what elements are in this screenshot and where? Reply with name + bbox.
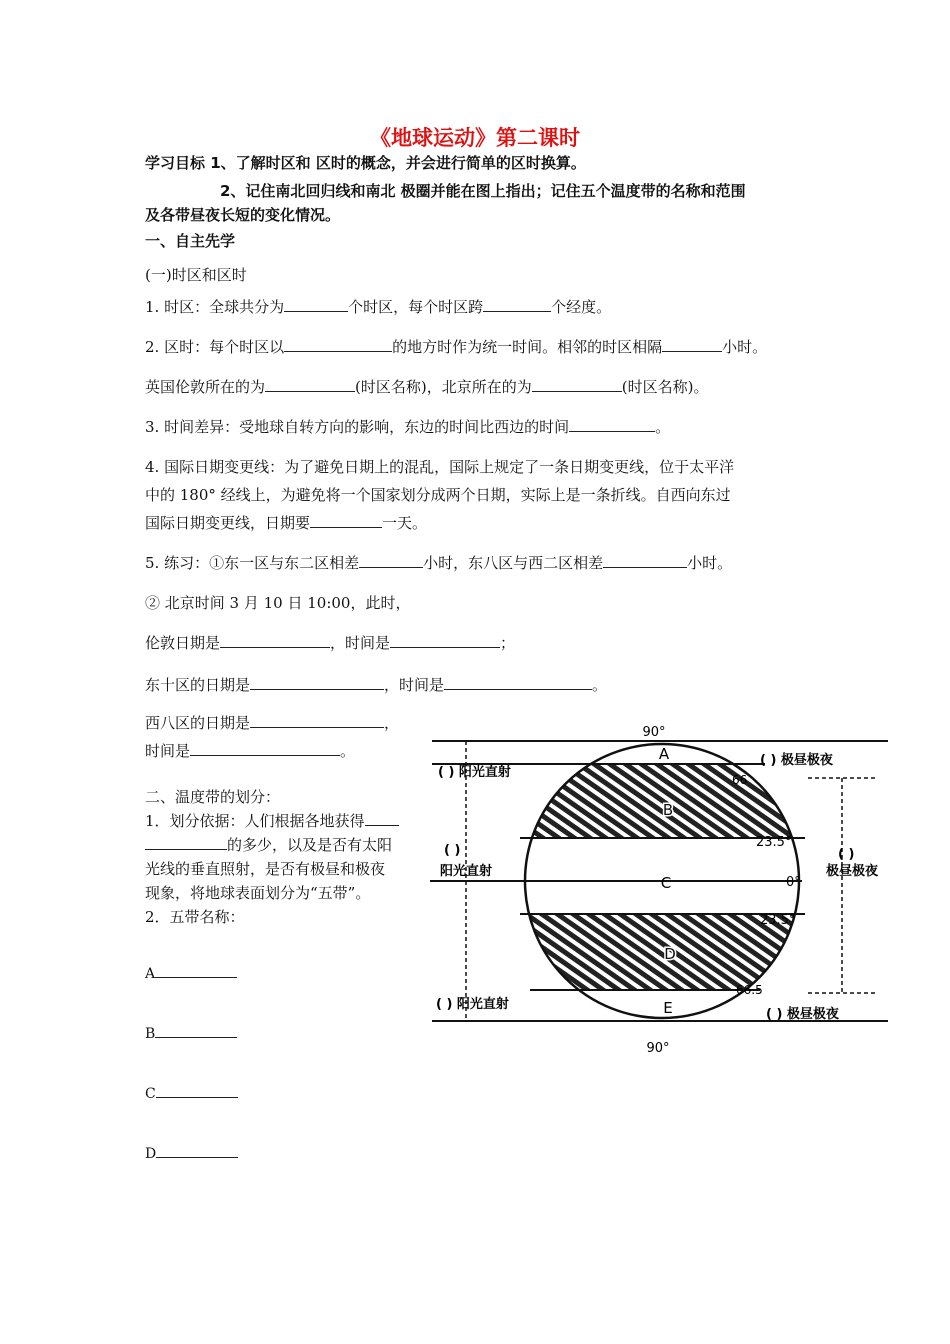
section-heading-1: 一、自主先学 [145, 232, 236, 250]
zone-answer-b: B [145, 1022, 237, 1042]
question-2b: 英国伦敦所在的为 (时区名称)，北京所在的为 (时区名称)。 [145, 378, 709, 396]
question-4-line-3: 国际日期变更线，日期要 一天。 [145, 514, 428, 532]
question-4-line-1: 4. 国际日期变更线：为了避免日期上的混乱，国际上规定了一条日期变更线，位于太平洋 [145, 458, 735, 476]
right-label-mid-text: 极昼极夜 [826, 864, 879, 879]
right-label-bottom: ( ) 极昼极夜 [766, 1007, 839, 1022]
question-4-line-2: 中的 180° 经线上，为避免将一个国家划分成两个日期，实际上是一条折线。自西向东过 [145, 486, 731, 504]
question-1: 1. 时区：全球共分为 个时区，每个时区跨 个经度。 [145, 298, 612, 316]
blank-field[interactable] [190, 740, 340, 756]
blank-field[interactable] [250, 674, 384, 690]
blank-field[interactable] [155, 962, 237, 978]
label-66-north: 66 [732, 773, 748, 787]
label-23-south: 23.5° [760, 913, 796, 928]
label-equator: 0° [786, 875, 801, 890]
section-heading-2: 二、温度带的划分： [145, 788, 281, 806]
label-23-north: 23.5° [756, 835, 792, 850]
blank-field[interactable] [603, 552, 687, 568]
blank-field[interactable] [145, 834, 227, 850]
label-66-south: 66.5 [736, 983, 763, 997]
east10-line: 东十区的日期是 ，时间是 。 [145, 676, 608, 694]
blank-field[interactable] [569, 416, 655, 432]
blank-field[interactable] [390, 632, 500, 648]
blank-field[interactable] [250, 712, 384, 728]
objective-line-1: 学习目标 1、了解时区和 区时的概念，并会进行简单的区时换算。 [145, 154, 586, 172]
basis-line-2: 的多少，以及是否有太阳 [145, 834, 392, 855]
temperature-zones-diagram [430, 718, 892, 1058]
question-3: 3. 时间差异：受地球自转方向的影响，东边的时间比西边的时间 。 [145, 418, 671, 436]
blank-field[interactable] [310, 512, 382, 528]
left-label-mid-text: 阳光直射 [440, 864, 493, 879]
question-2: 2. 区时：每个时区以 的地方时作为统一时间。相邻的时区相隔 小时。 [145, 338, 768, 356]
objective-line-2: 2、记住南北回归线和南北 极圈并能在图上指出；记住五个温度带的名称和范围 [220, 182, 746, 200]
blank-field[interactable] [155, 1022, 237, 1038]
right-label-top: ( ) 极昼极夜 [760, 753, 833, 768]
blank-field[interactable] [359, 552, 423, 568]
blank-field[interactable] [532, 376, 622, 392]
blank-field[interactable] [444, 674, 592, 690]
left-label-bottom: ( ) 阳光直射 [436, 997, 509, 1012]
zone-answer-c: C [145, 1082, 238, 1102]
blank-field[interactable] [156, 1082, 238, 1098]
basis-line-4: 现象，将地球表面划分为“五带”。 [145, 884, 371, 902]
zone-answer-d: D [145, 1142, 238, 1162]
subsection-heading: (一)时区和区时 [145, 266, 247, 284]
right-label-mid-bracket: ( ) [838, 847, 855, 862]
page-title: 《地球运动》第二课时 [370, 126, 580, 150]
left-label-top: ( ) 阳光直射 [438, 765, 511, 780]
zone-b-label: B [662, 801, 674, 819]
north-temperate-band [510, 764, 810, 838]
london-line: 伦敦日期是 ，时间是 ； [145, 634, 516, 652]
zone-e-label: E [663, 999, 673, 1017]
objective-line-3: 及各带昼夜长短的变化情况。 [145, 206, 341, 224]
label-90-north: 90° [642, 725, 666, 740]
basis-line-3: 光线的垂直照射，是否有极昼和极夜 [145, 860, 386, 878]
zone-c-label: C [660, 874, 672, 892]
blank-field[interactable] [284, 296, 348, 312]
blank-field[interactable] [365, 810, 399, 826]
blank-field[interactable] [220, 632, 330, 648]
blank-field[interactable] [284, 336, 392, 352]
zone-d-label: D [664, 945, 676, 963]
question-5: 5. 练习：①东一区与东二区相差 小时，东八区与西二区相差 小时。 [145, 554, 733, 572]
blank-field[interactable] [156, 1142, 238, 1158]
question-5b: ② 北京时间 3 月 10 日 10:00，此时， [145, 594, 411, 612]
zones-heading: 2．五带名称： [145, 908, 245, 926]
zone-answer-a: A [145, 962, 237, 982]
label-90-south: 90° [646, 1041, 670, 1056]
basis-line-1: 1．划分依据：人们根据各地获得 [145, 810, 399, 831]
west8-time-line: 时间是 。 [145, 742, 356, 760]
west8-line: 西八区的日期是 ， [145, 714, 400, 732]
blank-field[interactable] [483, 296, 551, 312]
left-label-mid-bracket: ( ) [444, 843, 461, 858]
blank-field[interactable] [265, 376, 355, 392]
zone-a-label: A [658, 745, 670, 763]
blank-field[interactable] [662, 336, 722, 352]
